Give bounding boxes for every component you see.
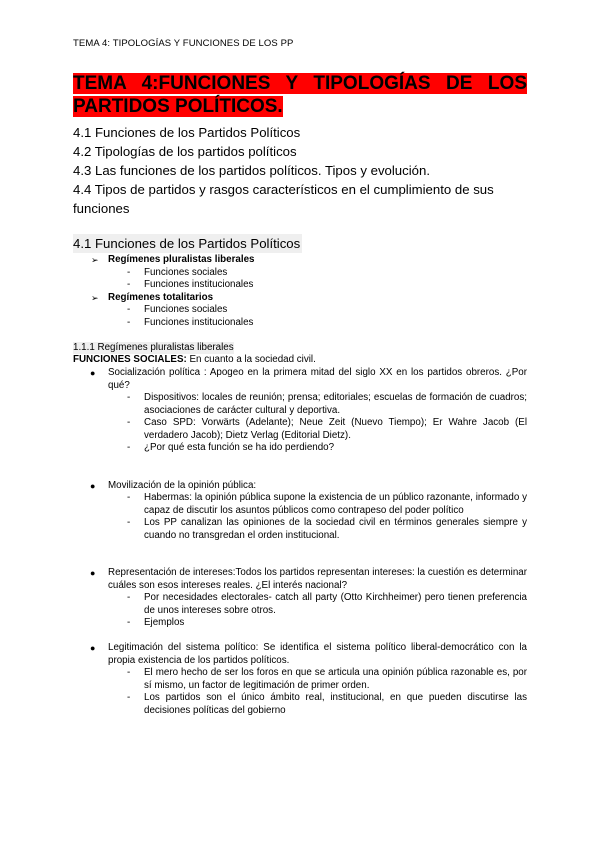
dash-bullet-icon: -	[127, 304, 131, 315]
toc-item: 4.3 Las funciones de los partidos políticos. Tipos y evolución.	[73, 163, 431, 178]
outline-group	[73, 292, 533, 305]
sub-item	[73, 492, 527, 517]
bullet-text: Legitimación del sistema político: Se identifica el sistema político liberal-democrático con la propia existencia de los partidos políticos.	[108, 642, 527, 666]
sub-item-text: Ejemplos	[144, 617, 185, 628]
section-41-outline	[73, 254, 533, 329]
bullet-icon: ●	[90, 480, 96, 491]
section-41-heading: 4.1 Funciones de los Partidos Políticos	[73, 236, 301, 251]
bullet-icon: ●	[90, 643, 96, 653]
page-title-text: TEMA 4:FUNCIONES Y TIPOLOGÍAS DE LOS PARTIDOS POLÍTICOS.	[73, 73, 527, 117]
bullet-item	[73, 480, 527, 493]
funciones-sociales-text: En cuanto a la sociedad civil.	[186, 354, 316, 365]
outline-group-label: Regímenes totalitarios	[108, 291, 214, 303]
outline-item-label: Funciones institucionales	[144, 279, 254, 290]
dash-bullet-icon: -	[127, 392, 131, 403]
bullet-icon: ●	[90, 368, 96, 378]
sub-item	[73, 392, 527, 417]
toc-item: 4.4 Tipos de partidos y rasgos característicos en el cumplimiento de sus funciones	[73, 182, 494, 216]
sub-item-text: Caso SPD: Vorwärts (Adelante); Neue Zeit (Nuevo Tiempo); Er Wahre Jacob (El verdadero Jacob); Dietz Verlag (Editorial Dietz).	[144, 417, 527, 441]
dash-bullet-icon: -	[127, 517, 131, 528]
bullet-item	[73, 642, 527, 667]
outline-item-label: Funciones institucionales	[144, 316, 254, 328]
outline-item	[73, 279, 533, 292]
sub-item	[73, 442, 527, 455]
sub-item	[73, 417, 527, 442]
page-title	[73, 72, 527, 118]
bullet-text: Representación de intereses:Todos los partidos representan intereses: la cuestión es determinar cuáles son esos intereses reales. ¿El interés nacional?	[108, 567, 527, 591]
dash-bullet-icon: -	[127, 667, 131, 678]
outline-item	[73, 317, 533, 330]
sub-item-text: ¿Por qué esta función se ha ido perdiendo?	[144, 442, 335, 453]
table-of-contents	[73, 123, 533, 218]
bullet-item	[73, 367, 527, 392]
running-header: TEMA 4: TIPOLOGÍAS Y FUNCIONES DE LOS PP	[73, 38, 294, 49]
sub-item-text: Los PP canalizan las opiniones de la sociedad civil en términos generales siempre y cuando no transgredan el orden institucional.	[144, 517, 527, 541]
dash-bullet-icon: -	[127, 692, 131, 703]
sub-item	[73, 692, 527, 717]
dash-bullet-icon: -	[127, 266, 131, 278]
dash-bullet-icon: -	[127, 492, 131, 503]
sub-item-text: Habermas: la opinión pública supone la existencia de un público razonante, informado y capaz de discutir los asuntos públicos como contrapeso del poder político	[144, 492, 527, 516]
funciones-sociales-line	[73, 354, 316, 367]
sub-item	[73, 667, 527, 692]
outline-item-label: Funciones sociales	[144, 304, 228, 315]
arrow-bullet-icon: ➢	[91, 255, 99, 265]
bullet-text: Movilización de la opinión pública:	[108, 479, 257, 491]
bullet-icon: ●	[90, 568, 96, 578]
funciones-sociales-label: FUNCIONES SOCIALES:	[73, 354, 187, 365]
outline-item-label: Funciones sociales	[144, 266, 228, 278]
section-111-body	[73, 367, 527, 717]
sub-item-text: Por necesidades electorales- catch all party (Otto Kirchheimer) pero tienen preferencia de unos intereses sobre otros.	[144, 592, 527, 616]
arrow-bullet-icon: ➢	[91, 292, 99, 303]
outline-item	[73, 267, 533, 280]
sub-item-text: Los partidos son el único ámbito real, institucional, en que pueden discutirse las decisiones políticas del gobierno	[144, 692, 527, 716]
toc-item: 4.2 Tipologías de los partidos políticos	[73, 144, 297, 159]
bullet-text: Socialización política : Apogeo en la primera mitad del siglo XX en los partidos obreros. ¿Por qué?	[108, 367, 527, 391]
bullet-item	[73, 567, 527, 592]
dash-bullet-icon: -	[127, 417, 131, 428]
outline-group-label: Regímenes pluralistas liberales	[108, 254, 255, 265]
section-111-heading: 1.1.1 Regímenes pluralistas liberales	[73, 342, 234, 353]
dash-bullet-icon: -	[127, 442, 131, 453]
dash-bullet-icon: -	[127, 592, 131, 603]
sub-item	[73, 617, 527, 630]
outline-item	[73, 304, 533, 317]
dash-bullet-icon: -	[127, 279, 131, 290]
sub-item-text: El mero hecho de ser los foros en que se articula una opinión pública razonable es, por sí mismo, un factor de legitimación de primer orden.	[144, 667, 527, 691]
sub-item	[73, 517, 527, 542]
sub-item	[73, 592, 527, 617]
outline-group	[73, 254, 533, 267]
toc-item: 4.1 Funciones de los Partidos Políticos	[73, 125, 301, 140]
dash-bullet-icon: -	[127, 316, 131, 328]
sub-item-text: Dispositivos: locales de reunión; prensa; editoriales; escuelas de formación de cuadros; asociaciones de carácter cultural y deportiva.	[144, 392, 527, 416]
dash-bullet-icon: -	[127, 617, 131, 628]
